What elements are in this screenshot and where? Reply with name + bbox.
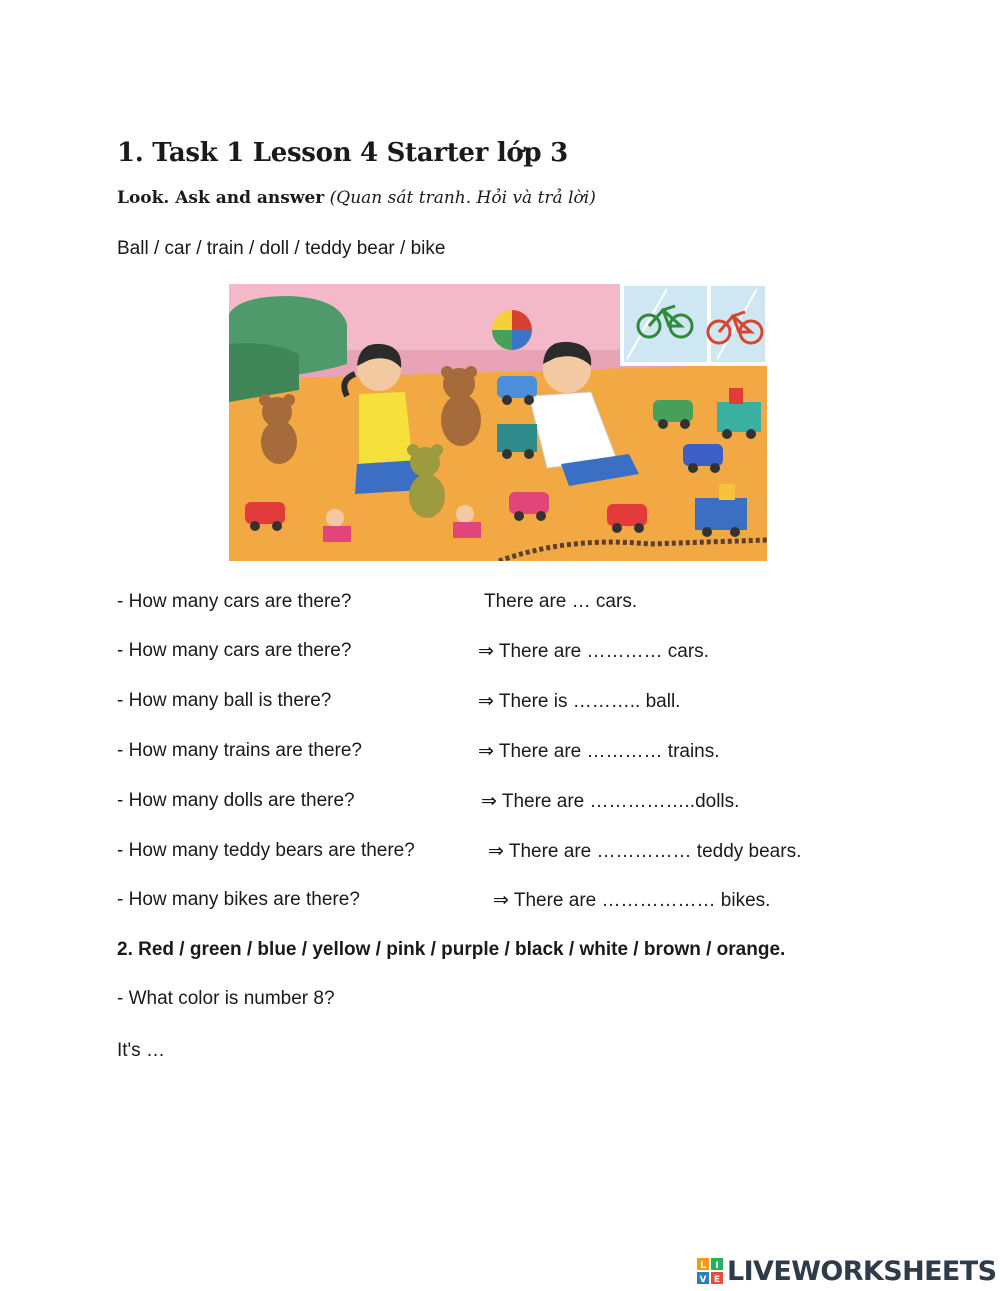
question-text: - How many teddy bears are there? bbox=[117, 840, 415, 861]
question-text: - How many trains are there? bbox=[117, 740, 362, 761]
answer-text: ⇒ There is ……….. ball. bbox=[478, 691, 681, 712]
question-text: - How many cars are there? bbox=[117, 640, 352, 661]
answer-text: ⇒ There are ……………… bikes. bbox=[493, 890, 771, 911]
question-text: - How many bikes are there? bbox=[117, 889, 360, 910]
teddy-bear-1 bbox=[259, 394, 297, 464]
logo-text: LIVEWORKSHEETS bbox=[727, 1255, 997, 1287]
answer-text: ⇒ There are ………… trains. bbox=[478, 741, 720, 762]
logo-letter: V bbox=[699, 1275, 707, 1284]
section2-question: - What color is number 8? bbox=[117, 988, 335, 1009]
word-list: Ball / car / train / doll / teddy bear / bike bbox=[117, 238, 446, 259]
question-text: - How many ball is there? bbox=[117, 690, 332, 711]
instruction bbox=[117, 188, 596, 208]
liveworksheets-logo[interactable] bbox=[697, 1254, 996, 1288]
instruction-italic: (Quan sát tranh. Hỏi và trả lời) bbox=[329, 188, 596, 208]
logo-letter: E bbox=[713, 1275, 721, 1284]
logo-letter: I bbox=[715, 1261, 719, 1271]
section2-heading: 2. Red / green / blue / yellow / pink / purple / black / white / brown / orange. bbox=[117, 939, 786, 960]
logo-letter: L bbox=[700, 1261, 706, 1271]
question-text: - How many dolls are there? bbox=[117, 790, 355, 811]
answer-text: ⇒ There are ………… cars. bbox=[478, 641, 709, 662]
section2-answer: It's … bbox=[117, 1040, 165, 1061]
answer-text: There are … cars. bbox=[484, 591, 638, 612]
answer-text: ⇒ There are …………… teddy bears. bbox=[488, 841, 802, 862]
question-text: - How many cars are there? bbox=[117, 591, 352, 612]
ball bbox=[492, 310, 532, 350]
logo-blocks-icon bbox=[697, 1258, 723, 1284]
page-title: 1. Task 1 Lesson 4 Starter lớp 3 bbox=[117, 138, 568, 168]
instruction-bold: Look. Ask and answer bbox=[117, 188, 325, 208]
answer-text: ⇒ There are ……………..dolls. bbox=[481, 791, 740, 812]
toy-room-illustration bbox=[229, 284, 767, 561]
